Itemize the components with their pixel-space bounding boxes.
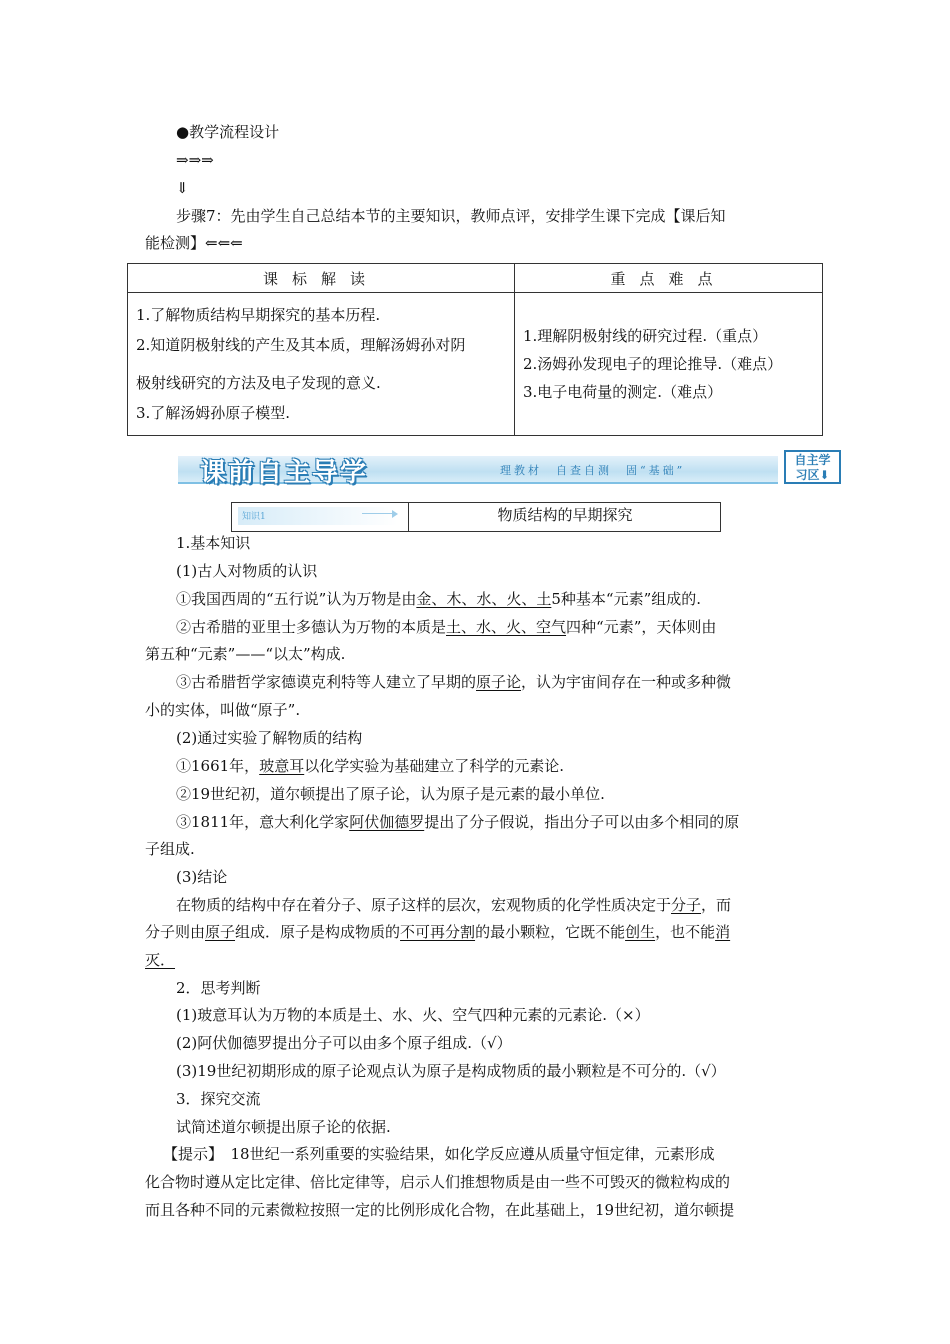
section-title: ●教学流程设计 bbox=[176, 123, 280, 141]
ancient-item-2-cont: 第五种“元素”——“以太”构成. bbox=[145, 645, 346, 663]
banner-title: 课前自主导学 bbox=[200, 458, 369, 488]
banner-subtitle: 理教材 自查自测 固“基础” bbox=[500, 464, 686, 477]
experiment-item-2: ②19世纪初，道尔顿提出了原子论，认为原子是元素的最小单位. bbox=[176, 785, 605, 803]
conclusion-line-2: 分子则由原子组成．原子是构成物质的不可再分割的最小颗粒，它既不能创生，也不能消 bbox=[145, 923, 731, 941]
ancient-item-3: ③古希腊哲学家德谟克利特等人建立了早期的原子论，认为宇宙间存在一种或多种微 bbox=[176, 673, 732, 691]
curriculum-cell bbox=[128, 293, 515, 436]
judge-item-1: (1)玻意耳认为万物的本质是土、水、火、空气四种元素的元素论.（×） bbox=[176, 1006, 650, 1024]
knowledge-point-box bbox=[231, 502, 721, 532]
step7-line1: 步骤7：先由学生自己总结本节的主要知识，教师点评，安排学生课下完成【课后知 bbox=[176, 207, 726, 225]
divider bbox=[408, 503, 409, 531]
key-points-header: 重点难点 bbox=[515, 264, 823, 293]
ancient-item-2: ②古希腊的亚里士多德认为万物的本质是土、水、火、空气四种“元素”，天体则由 bbox=[176, 618, 717, 636]
curriculum-header: 课标解读 bbox=[128, 264, 515, 293]
hint-line-3: 而且各种不同的元素微粒按照一定的比例形成化合物，在此基础上，19世纪初，道尔顿提 bbox=[145, 1201, 735, 1219]
conclusion-heading: (3)结论 bbox=[176, 868, 228, 886]
knowledge-tag bbox=[238, 507, 398, 525]
curriculum-item: 1.了解物质结构早期探究的基本历程. bbox=[136, 306, 381, 324]
key-point-item: 2.汤姆孙发现电子的理论推导.（难点） bbox=[523, 355, 783, 373]
explore-heading: 3．探究交流 bbox=[176, 1090, 261, 1108]
answer-blank: 创生 bbox=[625, 923, 656, 941]
experiment-item-3: ③1811年，意大利化学家阿伏伽德罗提出了分子假说，指出分子可以由多个相同的原 bbox=[176, 813, 740, 831]
judge-item-2: (2)阿伏伽德罗提出分子可以由多个原子组成.（√） bbox=[176, 1034, 512, 1052]
answer-blank: 消 bbox=[715, 923, 731, 941]
ancient-item-3-cont: 小的实体，叫做“原子”. bbox=[145, 701, 301, 719]
judge-item-3: (3)19世纪初期形成的原子论观点认为原子是构成物质的最小颗粒是不可分的.（√） bbox=[176, 1062, 726, 1080]
experiment-item-3-cont: 子组成. bbox=[145, 840, 195, 858]
answer-blank: 原子 bbox=[205, 923, 236, 941]
basic-knowledge-heading: 1.基本知识 bbox=[176, 534, 251, 552]
curriculum-item: 3.了解汤姆孙原子模型. bbox=[136, 404, 291, 422]
badge-line1: 自主学 bbox=[794, 453, 831, 467]
ancient-item-1: ①我国西周的“五行说”认为万物是由金、木、水、火、土5种基本“元素”组成的. bbox=[176, 590, 702, 608]
curriculum-item: 2.知道阴极射线的产生及其本质，理解汤姆孙对阴 bbox=[136, 336, 466, 354]
answer-blank: 不可再分割 bbox=[400, 923, 476, 941]
experiment-item-1: ①1661年，玻意耳以化学实验为基础建立了科学的元素论. bbox=[176, 757, 564, 775]
knowledge-tag-label: 知识1 bbox=[242, 512, 266, 522]
explore-question: 试简述道尔顿提出原子论的依据. bbox=[176, 1118, 391, 1136]
experiment-heading: (2)通过实验了解物质的结构 bbox=[176, 729, 363, 747]
answer-blank: 玻意耳 bbox=[259, 757, 305, 775]
knowledge-point-title: 物质结构的早期探究 bbox=[497, 506, 633, 524]
self-study-badge bbox=[784, 450, 841, 484]
section-banner bbox=[178, 450, 843, 486]
key-points-cell bbox=[515, 293, 823, 436]
answer-blank: 土、水、火、空气 bbox=[446, 618, 567, 636]
step7-line2: 能检测】⇐⇐⇐ bbox=[145, 234, 243, 252]
hint-line-2: 化合物时遵从定比定律、倍比定律等，启示人们推想物质是由一些不可毁灭的微粒构成的 bbox=[145, 1173, 731, 1191]
badge-line2: 习区⬇ bbox=[795, 468, 830, 482]
key-point-item: 1.理解阴极射线的研究过程.（重点） bbox=[523, 327, 768, 345]
answer-blank: 灭． bbox=[145, 951, 176, 969]
answer-blank: 金、木、水、火、土 bbox=[416, 590, 552, 608]
hint-label: 【提示】 bbox=[163, 1145, 216, 1163]
conclusion-line-3 bbox=[145, 950, 175, 970]
flow-arrows-right: ⇒⇒⇒ bbox=[176, 151, 214, 169]
curriculum-item: 极射线研究的方法及电子发现的意义. bbox=[136, 374, 381, 392]
conclusion-line-1: 在物质的结构中存在着分子、原子这样的层次，宏观物质的化学性质决定于分子，而 bbox=[176, 896, 732, 914]
answer-blank: 原子论 bbox=[476, 673, 522, 691]
objectives-table bbox=[127, 263, 823, 436]
flow-arrow-down: ⇓ bbox=[176, 179, 189, 197]
ancient-heading: (1)古人对物质的认识 bbox=[176, 562, 318, 580]
answer-blank: 阿伏伽德罗 bbox=[349, 813, 425, 831]
answer-blank: 分子 bbox=[671, 896, 702, 914]
key-point-item: 3.电子电荷量的测定.（难点） bbox=[523, 383, 723, 401]
arrow-head-icon bbox=[392, 510, 398, 518]
arrow-line-icon bbox=[362, 513, 392, 514]
hint-line-1: 【提示】 18世纪一系列重要的实验结果，如化学反应遵从质量守恒定律，元素形成 bbox=[163, 1145, 715, 1163]
judge-heading: 2．思考判断 bbox=[176, 979, 261, 997]
